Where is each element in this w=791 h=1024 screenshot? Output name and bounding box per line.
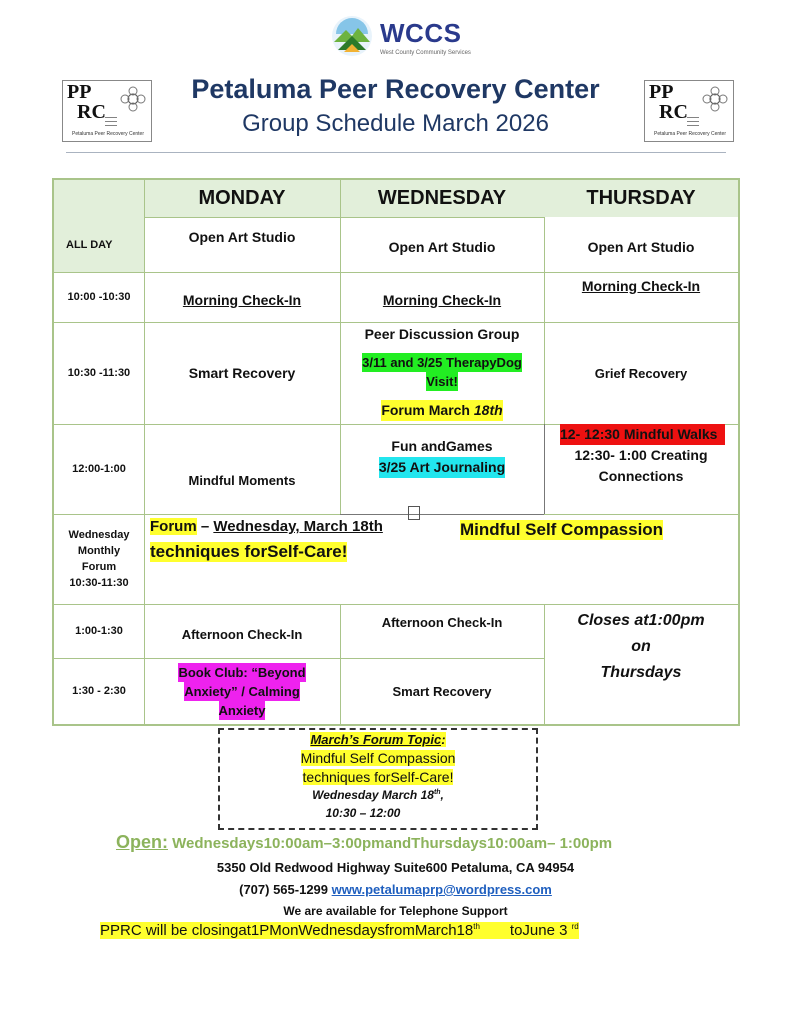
forum-date-highlight: [381, 400, 502, 421]
forum-word: Forum: [150, 518, 197, 535]
day-header-monday: MONDAY: [198, 187, 286, 209]
wccs-subtitle: West County Community Services: [380, 50, 471, 56]
topic-heading: [220, 732, 536, 747]
open-label: Open:: [116, 832, 168, 852]
therapy-dog-line: Visit!: [426, 374, 458, 389]
pprc-pp: PP: [649, 81, 674, 103]
mon-morning-checkin-text: Morning Check-In: [182, 291, 302, 308]
thu-closes-note: [544, 604, 738, 684]
schedule-table: [52, 178, 740, 726]
time-label-allday: ALL DAY: [66, 238, 113, 251]
address: 5350 Old Redwood Highway Suite600 Petaluma, CA 94954: [216, 860, 575, 875]
mon-afternoon-checkin: Afternoon Check-In: [181, 626, 303, 642]
forum-announcement: [150, 518, 383, 535]
topic-line3-sup: th: [433, 789, 441, 796]
forum-date-day: 18th: [473, 401, 503, 418]
topic-line1-text: Mindful Self Compassion: [300, 750, 456, 766]
topic-line3: [220, 788, 536, 802]
pprc-rc: RC: [77, 101, 106, 123]
forum-time-line: Forum: [81, 561, 117, 573]
thu-morning-checkin: [544, 270, 738, 302]
forum-dash: –: [196, 518, 214, 535]
closing-text-a: PPRC will be closingat1PMonWednesdaysfromMarch18: [100, 922, 474, 939]
mon-open-art-studio: Open Art Studio: [188, 228, 296, 245]
mon-morning-checkin: [144, 280, 340, 320]
topic-line1: [220, 750, 536, 766]
fun-games-text: Fun andGames: [391, 438, 493, 454]
mon-mindful-moments: Mindful Moments: [188, 472, 296, 488]
mon-book-club: [144, 658, 340, 724]
time-label-1030: 10:30 -11:30: [67, 367, 131, 379]
pprc-caption: Petaluma Peer Recovery Center: [654, 131, 726, 137]
pprc-pp: PP: [67, 81, 92, 103]
mon-smart-recovery: Smart Recovery: [188, 364, 296, 381]
wed-open-art-studio: Open Art Studio: [388, 238, 496, 255]
open-hours: [116, 832, 612, 853]
creating-connections-text: Connections: [598, 468, 684, 484]
wed-forum-date: [340, 398, 544, 422]
closing-notice: [100, 922, 579, 939]
wccs-mountain-icon: [330, 14, 374, 58]
closes-line: on: [631, 638, 651, 655]
wed-peer-discussion: Peer Discussion Group: [364, 325, 520, 342]
book-club-line: Anxiety” / Calming: [184, 683, 300, 699]
book-club-line: Anxiety: [218, 702, 266, 718]
forum-date: Wednesday, March 18th: [213, 518, 383, 535]
page-subtitle: Group Schedule March 2026: [242, 110, 549, 137]
forum-time-line: Monthly: [77, 545, 121, 557]
thu-grief-recovery: Grief Recovery: [594, 365, 688, 381]
closing-text-b: toJune 3: [509, 922, 572, 939]
day-header-thursday: THURSDAY: [586, 187, 696, 209]
forum-date-text: Forum March: [381, 401, 474, 418]
grid-line: [340, 514, 544, 515]
time-label-1000: 10:00 -10:30: [67, 291, 131, 303]
closing-sup1: th: [473, 922, 480, 931]
topic-line2: [220, 769, 536, 785]
topic-line3-text: Wednesday March 18: [312, 788, 434, 802]
wed-smart-recovery: Smart Recovery: [392, 683, 492, 699]
book-club-line: Book Club: “Beyond: [178, 664, 306, 680]
therapy-dog-line: 3/11 and 3/25 TherapyDog: [362, 355, 522, 370]
topic-line3-end: ,: [440, 788, 444, 802]
forum-topic-a: Mindful Self Compassion: [460, 520, 664, 539]
website-link[interactable]: www.petalumaprp@wordpress.com: [331, 882, 552, 897]
closes-line: Thursdays: [600, 664, 682, 681]
checkbox-glyph: [408, 506, 420, 520]
mindful-walks-text: 12- 12:30 Mindful Walks: [560, 424, 725, 445]
closes-line: Closes at1:00pm: [577, 612, 705, 629]
topic-heading-colon: :: [441, 732, 446, 747]
thu-mindful-walks: [544, 424, 738, 490]
pprc-tiny-lines: ▬▬▬▬ ▬▬▬▬ ▬▬▬▬: [687, 115, 699, 127]
open-hours-text: Wednesdays10:00am–3:00pmandThursdays10:00am– 1:00pm: [168, 835, 613, 852]
forum-time-line: Wednesday: [68, 529, 130, 541]
wed-fun-games: [340, 434, 544, 480]
phone: (707) 565-1299: [239, 882, 332, 897]
header-divider: [66, 152, 726, 153]
wed-morning-checkin: [340, 280, 544, 320]
wed-therapy-dog: [340, 350, 544, 394]
pprc-caption: Petaluma Peer Recovery Center: [72, 131, 144, 137]
time-label-forum: [54, 514, 144, 604]
closing-highlight: [100, 922, 579, 939]
pprc-tiny-lines: ▬▬▬▬ ▬▬▬▬ ▬▬▬▬: [105, 115, 117, 127]
thu-open-art-studio: Open Art Studio: [587, 238, 695, 255]
topic-line4: 10:30 – 12:00: [325, 806, 401, 820]
day-header-wednesday: WEDNESDAY: [377, 187, 507, 209]
closing-sup2: rd: [571, 922, 579, 931]
contact-line: [0, 882, 791, 897]
time-label-100: 1:00-1:30: [75, 625, 123, 637]
telephone-support: We are available for Telephone Support: [283, 904, 508, 918]
topic-heading-text: March’s Forum Topic: [310, 732, 442, 747]
wed-afternoon-checkin: Afternoon Check-In: [381, 614, 503, 630]
art-journaling-text: 3/25 Art Journaling: [379, 457, 505, 478]
creating-connections-text: 12:30- 1:00 Creating: [574, 447, 708, 463]
wccs-name: WCCS: [380, 18, 462, 48]
wccs-logo: [330, 14, 480, 62]
forum-time-line: 10:30-11:30: [69, 577, 129, 589]
time-label-1200: 12:00-1:00: [72, 463, 126, 475]
thu-morning-checkin-text: Morning Check-In: [581, 277, 701, 294]
wed-morning-checkin-text: Morning Check-In: [382, 291, 502, 308]
page-title: Petaluma Peer Recovery Center: [191, 74, 600, 104]
time-label-130: 1:30 - 2:30: [72, 685, 126, 697]
forum-topic-box: [218, 728, 538, 830]
pprc-rc: RC: [659, 101, 688, 123]
forum-topic-b: techniques forSelf-Care!: [150, 542, 348, 561]
topic-line2-text: techniques forSelf-Care!: [302, 769, 454, 785]
